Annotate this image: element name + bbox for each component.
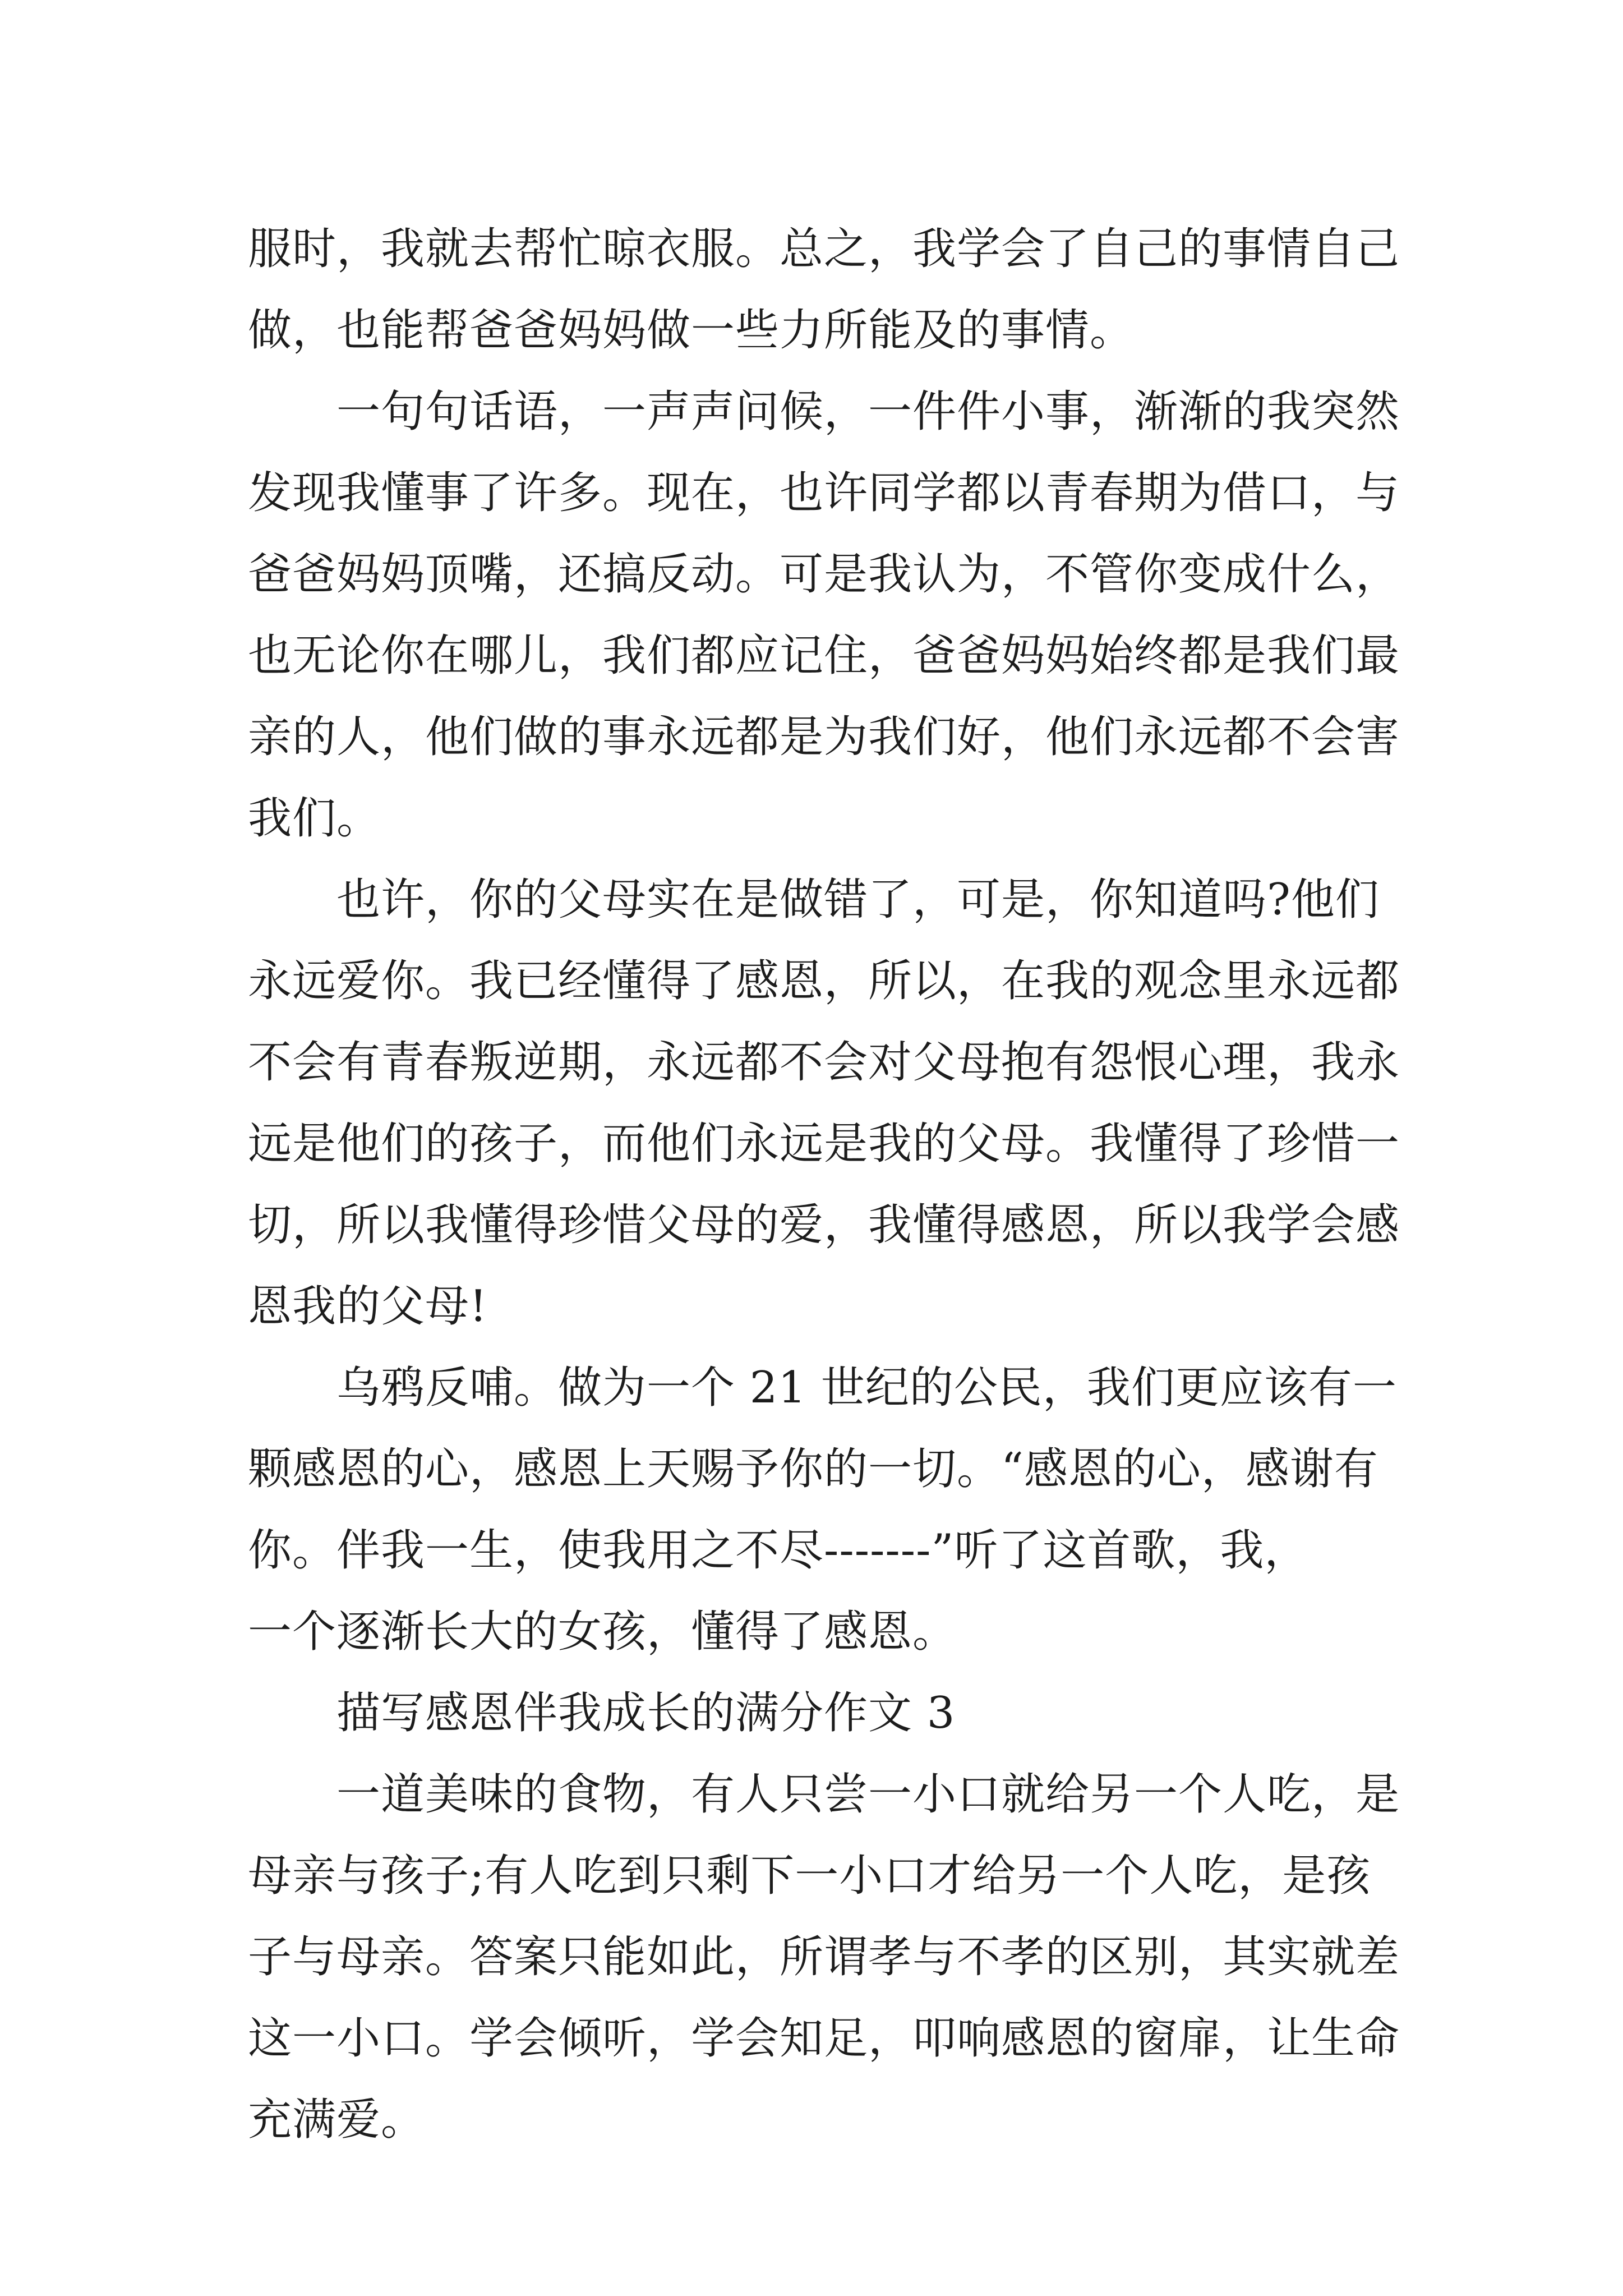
section-heading: 描写感恩伴我成长的满分作文 3 bbox=[248, 1688, 956, 1738]
text-line: 远是他们的孩子，而他们永远是我的父母。我懂得了珍惜一 bbox=[248, 1119, 1400, 1169]
text-line: 子与母亲。答案只能如此，所谓孝与不孝的区别，其实就差 bbox=[248, 1932, 1400, 1982]
text-line: 颗感恩的心，感恩上天赐予你的一切。“感恩的心，感谢有 bbox=[248, 1444, 1378, 1494]
text-line: 这一小口。学会倾听，学会知足，叩响感恩的窗扉，让生命 bbox=[248, 2013, 1400, 2064]
text-line: 也无论你在哪儿，我们都应记住，爸爸妈妈始终都是我们最 bbox=[248, 631, 1400, 681]
essay-text bbox=[248, 209, 1400, 2161]
text-line: 发现我懂事了许多。现在，也许同学都以青春期为借口，与 bbox=[248, 468, 1400, 518]
text-line: 我们。 bbox=[248, 793, 381, 844]
text-line: 母亲与孩子;有人吃到只剩下一小口才给另一个人吃，是孩 bbox=[248, 1851, 1371, 1901]
text-line: 你。伴我一生，使我用之不尽-------”听了这首歌，我， bbox=[248, 1525, 1309, 1576]
text-line: 一道美味的食物，有人只尝一小口就给另一个人吃，是 bbox=[248, 1769, 1400, 1820]
text-line: 永远爱你。我已经懂得了感恩，所以，在我的观念里永远都 bbox=[248, 956, 1400, 1006]
text-line: 乌鸦反哺。做为一个 21 世纪的公民，我们更应该有一 bbox=[248, 1363, 1397, 1413]
text-line: 不会有青春叛逆期，永远都不会对父母抱有怨恨心理，我永 bbox=[248, 1037, 1400, 1088]
text-line: 爸爸妈妈顶嘴，还搞反动。可是我认为，不管你变成什么， bbox=[248, 549, 1400, 600]
text-line: 做，也能帮爸爸妈妈做一些力所能及的事情。 bbox=[248, 305, 1135, 356]
text-line: 一句句话语，一声声问候，一件件小事，渐渐的我突然 bbox=[248, 386, 1400, 437]
text-line: 充满爱。 bbox=[248, 2095, 426, 2145]
text-line: 亲的人，他们做的事永远都是为我们好，他们永远都不会害 bbox=[248, 712, 1400, 762]
text-line: 切，所以我懂得珍惜父母的爱，我懂得感恩，所以我学会感 bbox=[248, 1200, 1400, 1250]
text-line: 服时，我就去帮忙晾衣服。总之，我学会了自己的事情自己 bbox=[248, 224, 1400, 274]
text-line: 也许，你的父母实在是做错了，可是，你知道吗?他们 bbox=[248, 875, 1380, 925]
text-line: 一个逐渐长大的女孩，懂得了感恩。 bbox=[248, 1607, 957, 1657]
text-line: 恩我的父母! bbox=[248, 1281, 488, 1332]
